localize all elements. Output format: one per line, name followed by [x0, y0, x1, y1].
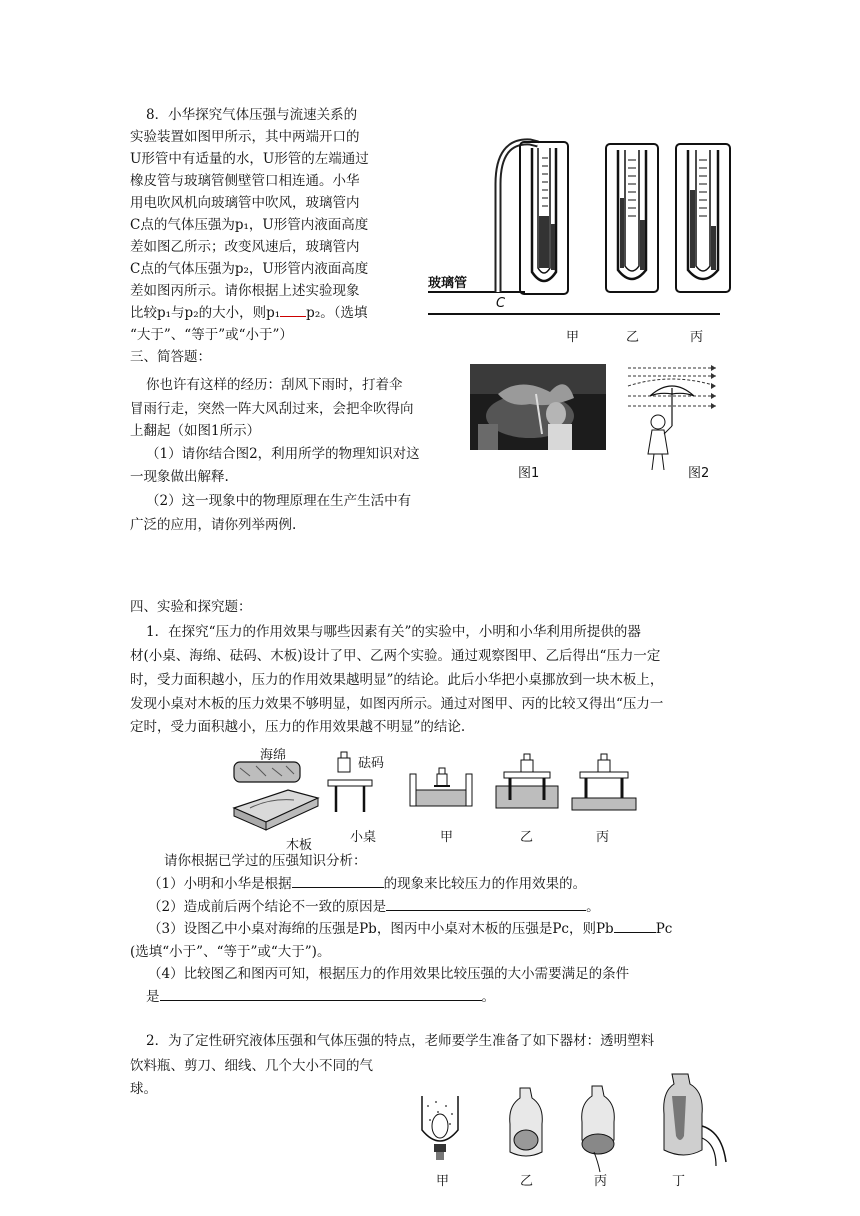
q8-line-9: 差如图丙所示。请你根据上述实验现象 — [130, 283, 360, 299]
table-label: 小桌 — [350, 830, 377, 845]
s4-q2-line-3: 球。 — [130, 1081, 157, 1097]
sub3-pre: （3）设图乙中小桌对海绵的压强是Pb，图丙中小桌对木板的压强是Pc，则Pb — [148, 921, 614, 937]
s4-q1-line-5: 定时，受力面积越小，压力的作用效果越不明显”的结论. — [130, 719, 466, 735]
bottle-ding-label: 丁 — [672, 1174, 686, 1189]
q8-line-7: 差如图乙所示；改变风速后，玻璃管内 — [130, 239, 360, 255]
s4-q2-line-1: 2．为了定性研究液体压强和气体压强的特点，老师要学生准备了如下器材：透明塑料 — [146, 1033, 655, 1049]
sub-question-4: （4）比较图乙和图丙可知，根据压力的作用效果比较压强的大小需要满足的条件 — [148, 966, 630, 982]
apparatus-jia-label: 甲 — [440, 830, 454, 845]
umbrella-photo — [470, 364, 606, 450]
q8-line-3: U形管中有适量的水，U形管的左端通过 — [130, 151, 369, 167]
q8-line-2: 实验装置如图甲所示，其中两端开口的 — [130, 129, 360, 145]
q8-line-4: 橡皮管与玻璃管侧壁管口相连通。小华 — [130, 173, 360, 189]
sponge-label: 海绵 — [260, 748, 287, 763]
sub2-pre: （2）造成前后两个结论不一致的原因是 — [148, 899, 387, 915]
sub3-answer-blank[interactable] — [614, 918, 656, 933]
s3-line-5: 一现象做出解释. — [130, 469, 229, 485]
section-4-heading: 四、实验和探究题： — [130, 599, 252, 615]
point-c-label: C — [496, 296, 506, 311]
q8-u-tube-figure — [420, 132, 750, 350]
s3-line-7: 广泛的应用，请你列举两例. — [130, 517, 297, 533]
s3-line-2: 冒雨行走，突然一阵大风刮过来，会把伞吹得向 — [130, 401, 414, 417]
sub3-options: (选填“小于”、“等于”或“大于”)。 — [130, 944, 331, 960]
weight-label: 砝码 — [358, 756, 385, 771]
s3-line-1: 你也许有这样的经历：刮风下雨时，打着伞 — [146, 377, 403, 393]
s4-q1-line-2: 材(小桌、海绵、砝码、木板)设计了甲、乙两个实验。通过观察图甲、乙后得出“压力一定 — [130, 648, 661, 664]
s4-q1-line-3: 时，受力面积越小，压力的作用效果越明显”的结论。此后小华把小桌挪放到一块木板上， — [130, 672, 664, 688]
sub-question-4-answer — [146, 986, 495, 1008]
board-label: 木板 — [286, 838, 313, 853]
s4-q1-line-4: 发现小桌对木板的压力效果不够明显，如图丙所示。通过对图甲、丙的比较又得出“压力一 — [130, 696, 664, 712]
sub1-answer-blank[interactable] — [292, 873, 384, 888]
q8-line-6: C点的气体压强为p₁，U形管内液面高度 — [130, 217, 369, 233]
sub2-post: 。 — [586, 899, 600, 915]
sub2-answer-blank[interactable] — [386, 896, 586, 911]
fig-jia-label: 甲 — [566, 330, 580, 345]
s4-q1-line-1: 1．在探究“压力的作用效果与哪些因素有关”的实验中，小明和小华利用所提供的器 — [146, 624, 641, 640]
sub-question-2 — [148, 896, 600, 918]
sub1-post: 的现象来比较压力的作用效果的。 — [383, 876, 587, 892]
q8-answer-blank[interactable] — [280, 302, 306, 317]
fig-yi-label: 乙 — [626, 330, 640, 345]
fig1-caption: 图1 — [518, 466, 540, 481]
sub4-answer-blank[interactable] — [160, 986, 482, 1001]
s4-q2-line-2: 饮料瓶、剪刀、细线、几个大小不同的气 — [130, 1058, 373, 1074]
sub3-post: Pc — [655, 921, 673, 937]
sub4-post: 。 — [481, 989, 495, 1005]
sub4-pre: 是 — [146, 989, 160, 1005]
section-3-heading: 三、简答题： — [130, 349, 211, 365]
sub-question-3 — [148, 918, 672, 940]
s3-line-6: （2）这一现象中的物理原理在生产生活中有 — [146, 493, 412, 509]
umbrella-airflow-diagram — [624, 362, 720, 474]
sub1-pre: （1）小明和小华是根据 — [148, 876, 292, 892]
q8-line-8: C点的气体压强为p₂，U形管内液面高度 — [130, 261, 369, 277]
sub-question-1 — [148, 873, 586, 895]
q8-compare-pre: 比较p₁与p₂的大小，则p₁ — [130, 305, 281, 321]
glass-tube-label: 玻璃管 — [428, 276, 468, 291]
apparatus-yi-label: 乙 — [520, 830, 534, 845]
q8-compare-line — [130, 302, 367, 324]
pressure-apparatus-figure — [226, 742, 646, 838]
apparatus-bing-label: 丙 — [596, 830, 610, 845]
bottle-bing-label: 丙 — [594, 1174, 608, 1189]
fig2-caption: 图2 — [688, 466, 710, 481]
bottles-figure — [416, 1066, 730, 1176]
bottle-yi-label: 乙 — [520, 1174, 534, 1189]
q8-compare-post: p₂。（选填 — [306, 305, 368, 321]
q8-line-5: 用电吹风机向玻璃管中吹风，玻璃管内 — [130, 195, 360, 211]
q8-options: “大于”、“等于”或“小于”） — [130, 327, 293, 343]
s3-line-3: 上翻起（如图1所示） — [130, 423, 261, 439]
fig-bing-label: 丙 — [690, 330, 704, 345]
analyze-prompt: 请你根据已学过的压强知识分析： — [164, 853, 367, 869]
q8-line-1: 8．小华探究气体压强与流速关系的 — [146, 107, 358, 123]
s3-line-4: （1）请你结合图2，利用所学的物理知识对这 — [146, 446, 420, 462]
bottle-jia-label: 甲 — [436, 1174, 450, 1189]
